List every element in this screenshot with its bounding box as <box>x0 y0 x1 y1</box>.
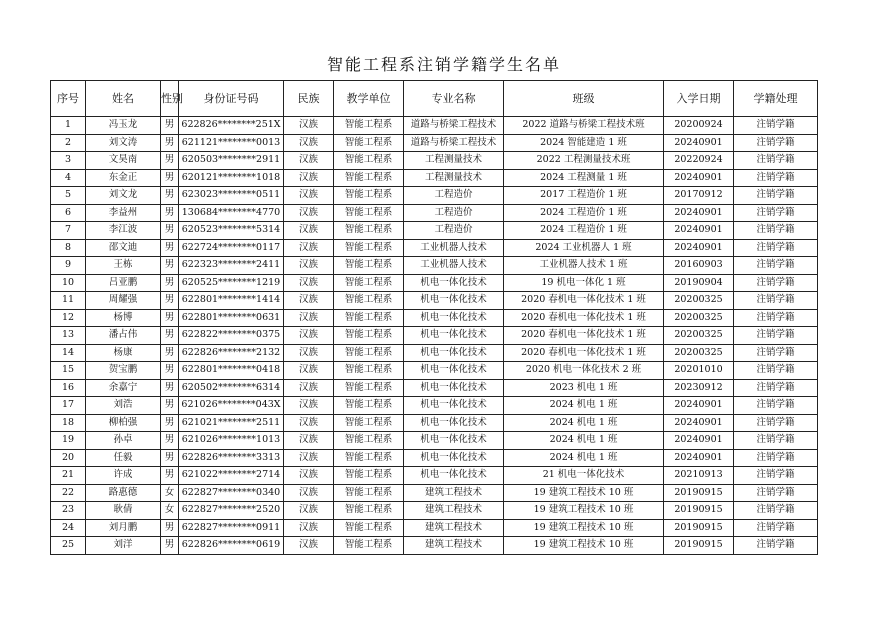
cell-status: 注销学籍 <box>734 397 818 415</box>
cell-gender: 男 <box>161 274 179 292</box>
cell-class: 2020 春机电一体化技术 1 班 <box>504 309 664 327</box>
cell-ethnicity: 汉族 <box>284 344 334 362</box>
cell-gender: 男 <box>161 169 179 187</box>
cell-major: 工业机器人技术 <box>404 239 504 257</box>
cell-gender: 男 <box>161 292 179 310</box>
cell-department: 智能工程系 <box>334 397 404 415</box>
cell-id-number: 622826********251X <box>179 117 284 135</box>
cell-department: 智能工程系 <box>334 327 404 345</box>
cell-ethnicity: 汉族 <box>284 257 334 275</box>
cell-department: 智能工程系 <box>334 152 404 170</box>
cell-class: 2024 智能建造 1 班 <box>504 134 664 152</box>
cell-status: 注销学籍 <box>734 519 818 537</box>
table-row <box>51 169 818 187</box>
cell-enroll-date: 20240901 <box>664 222 734 240</box>
cell-enroll-date: 20190915 <box>664 502 734 520</box>
cell-gender: 男 <box>161 204 179 222</box>
cell-class: 工业机器人技术 1 班 <box>504 257 664 275</box>
cell-ethnicity: 汉族 <box>284 379 334 397</box>
cell-id-number: 622827********0340 <box>179 484 284 502</box>
cell-department: 智能工程系 <box>334 502 404 520</box>
cell-class: 2024 工程测量 1 班 <box>504 169 664 187</box>
header-name: 姓名 <box>86 81 161 117</box>
cell-department: 智能工程系 <box>334 519 404 537</box>
cell-enroll-date: 20240901 <box>664 169 734 187</box>
cell-gender: 男 <box>161 449 179 467</box>
cell-class: 2024 机电 1 班 <box>504 414 664 432</box>
cell-index: 7 <box>51 222 86 240</box>
cell-enroll-date: 20190915 <box>664 537 734 555</box>
cell-name: 耿倩 <box>86 502 161 520</box>
cell-status: 注销学籍 <box>734 344 818 362</box>
cell-status: 注销学籍 <box>734 134 818 152</box>
table-row <box>51 537 818 555</box>
cell-name: 孙卓 <box>86 432 161 450</box>
cell-major: 机电一体化技术 <box>404 327 504 345</box>
table-body <box>51 117 818 555</box>
table-row <box>51 327 818 345</box>
cell-enroll-date: 20200325 <box>664 292 734 310</box>
cell-class: 2022 工程测量技术班 <box>504 152 664 170</box>
table-row <box>51 484 818 502</box>
table-row <box>51 134 818 152</box>
cell-status: 注销学籍 <box>734 362 818 380</box>
cell-major: 工程造价 <box>404 204 504 222</box>
cell-name: 刘洋 <box>86 537 161 555</box>
cell-department: 智能工程系 <box>334 169 404 187</box>
cell-class: 2017 工程造价 1 班 <box>504 187 664 205</box>
cell-major: 工程造价 <box>404 187 504 205</box>
cell-index: 19 <box>51 432 86 450</box>
cell-major: 机电一体化技术 <box>404 292 504 310</box>
cell-ethnicity: 汉族 <box>284 449 334 467</box>
cell-department: 智能工程系 <box>334 239 404 257</box>
cell-status: 注销学籍 <box>734 222 818 240</box>
cell-enroll-date: 20200325 <box>664 327 734 345</box>
cell-index: 24 <box>51 519 86 537</box>
cell-name: 潘占伟 <box>86 327 161 345</box>
cell-status: 注销学籍 <box>734 239 818 257</box>
cell-ethnicity: 汉族 <box>284 117 334 135</box>
cell-ethnicity: 汉族 <box>284 274 334 292</box>
header-index: 序号 <box>51 81 86 117</box>
cell-gender: 男 <box>161 257 179 275</box>
cell-status: 注销学籍 <box>734 204 818 222</box>
student-table <box>50 80 818 555</box>
table-row <box>51 152 818 170</box>
cell-id-number: 620503********2911 <box>179 152 284 170</box>
cell-index: 4 <box>51 169 86 187</box>
cell-ethnicity: 汉族 <box>284 309 334 327</box>
cell-index: 9 <box>51 257 86 275</box>
cell-id-number: 620502********6314 <box>179 379 284 397</box>
cell-class: 19 建筑工程技术 10 班 <box>504 537 664 555</box>
cell-index: 22 <box>51 484 86 502</box>
cell-major: 机电一体化技术 <box>404 449 504 467</box>
cell-major: 机电一体化技术 <box>404 432 504 450</box>
table-row <box>51 222 818 240</box>
cell-id-number: 621026********1013 <box>179 432 284 450</box>
cell-index: 5 <box>51 187 86 205</box>
cell-enroll-date: 20220924 <box>664 152 734 170</box>
cell-ethnicity: 汉族 <box>284 432 334 450</box>
cell-class: 2023 机电 1 班 <box>504 379 664 397</box>
cell-id-number: 622826********2132 <box>179 344 284 362</box>
cell-enroll-date: 20190915 <box>664 519 734 537</box>
cell-class: 2020 春机电一体化技术 1 班 <box>504 344 664 362</box>
cell-department: 智能工程系 <box>334 414 404 432</box>
cell-status: 注销学籍 <box>734 502 818 520</box>
cell-gender: 男 <box>161 239 179 257</box>
cell-status: 注销学籍 <box>734 274 818 292</box>
cell-department: 智能工程系 <box>334 274 404 292</box>
cell-index: 6 <box>51 204 86 222</box>
table-row <box>51 257 818 275</box>
cell-class: 2024 工程造价 1 班 <box>504 222 664 240</box>
cell-department: 智能工程系 <box>334 222 404 240</box>
cell-index: 3 <box>51 152 86 170</box>
cell-name: 刘月鹏 <box>86 519 161 537</box>
cell-status: 注销学籍 <box>734 292 818 310</box>
cell-id-number: 622826********3313 <box>179 449 284 467</box>
cell-status: 注销学籍 <box>734 117 818 135</box>
cell-gender: 女 <box>161 484 179 502</box>
cell-status: 注销学籍 <box>734 257 818 275</box>
table-row <box>51 397 818 415</box>
cell-gender: 男 <box>161 222 179 240</box>
cell-id-number: 620525********1219 <box>179 274 284 292</box>
cell-id-number: 130684********4770 <box>179 204 284 222</box>
table-row <box>51 519 818 537</box>
cell-class: 2024 机电 1 班 <box>504 449 664 467</box>
table-row <box>51 292 818 310</box>
cell-status: 注销学籍 <box>734 449 818 467</box>
cell-department: 智能工程系 <box>334 467 404 485</box>
cell-class: 19 机电一体化 1 班 <box>504 274 664 292</box>
cell-enroll-date: 20201010 <box>664 362 734 380</box>
cell-id-number: 622801********1414 <box>179 292 284 310</box>
cell-enroll-date: 20170912 <box>664 187 734 205</box>
cell-class: 2020 春机电一体化技术 1 班 <box>504 292 664 310</box>
cell-class: 2020 春机电一体化技术 1 班 <box>504 327 664 345</box>
cell-major: 机电一体化技术 <box>404 467 504 485</box>
cell-status: 注销学籍 <box>734 537 818 555</box>
cell-major: 工程造价 <box>404 222 504 240</box>
header-major: 专业名称 <box>404 81 504 117</box>
table-row <box>51 187 818 205</box>
cell-name: 东金正 <box>86 169 161 187</box>
table-row <box>51 274 818 292</box>
cell-gender: 男 <box>161 537 179 555</box>
cell-major: 机电一体化技术 <box>404 414 504 432</box>
cell-class: 2024 工业机器人 1 班 <box>504 239 664 257</box>
cell-department: 智能工程系 <box>334 187 404 205</box>
cell-id-number: 621121********0013 <box>179 134 284 152</box>
cell-enroll-date: 20240901 <box>664 134 734 152</box>
cell-major: 工程测量技术 <box>404 169 504 187</box>
cell-gender: 男 <box>161 187 179 205</box>
cell-status: 注销学籍 <box>734 484 818 502</box>
cell-index: 23 <box>51 502 86 520</box>
cell-class: 2024 工程造价 1 班 <box>504 204 664 222</box>
cell-index: 10 <box>51 274 86 292</box>
cell-gender: 男 <box>161 467 179 485</box>
cell-gender: 男 <box>161 309 179 327</box>
cell-major: 建筑工程技术 <box>404 519 504 537</box>
cell-index: 8 <box>51 239 86 257</box>
cell-enroll-date: 20160903 <box>664 257 734 275</box>
cell-status: 注销学籍 <box>734 309 818 327</box>
cell-gender: 男 <box>161 379 179 397</box>
cell-id-number: 622724********0117 <box>179 239 284 257</box>
cell-gender: 男 <box>161 117 179 135</box>
cell-enroll-date: 20240901 <box>664 414 734 432</box>
cell-ethnicity: 汉族 <box>284 537 334 555</box>
cell-index: 15 <box>51 362 86 380</box>
cell-index: 13 <box>51 327 86 345</box>
cell-enroll-date: 20210913 <box>664 467 734 485</box>
cell-enroll-date: 20240901 <box>664 397 734 415</box>
cell-status: 注销学籍 <box>734 187 818 205</box>
cell-department: 智能工程系 <box>334 362 404 380</box>
cell-gender: 男 <box>161 327 179 345</box>
table-row <box>51 204 818 222</box>
cell-ethnicity: 汉族 <box>284 204 334 222</box>
cell-major: 机电一体化技术 <box>404 274 504 292</box>
cell-id-number: 621026********043X <box>179 397 284 415</box>
cell-major: 建筑工程技术 <box>404 537 504 555</box>
cell-major: 道路与桥梁工程技术 <box>404 134 504 152</box>
cell-ethnicity: 汉族 <box>284 239 334 257</box>
cell-ethnicity: 汉族 <box>284 187 334 205</box>
cell-status: 注销学籍 <box>734 379 818 397</box>
cell-status: 注销学籍 <box>734 414 818 432</box>
cell-gender: 男 <box>161 414 179 432</box>
cell-name: 吕亚鹏 <box>86 274 161 292</box>
cell-ethnicity: 汉族 <box>284 222 334 240</box>
cell-name: 余嘉宁 <box>86 379 161 397</box>
table-row <box>51 362 818 380</box>
table-row <box>51 344 818 362</box>
cell-index: 1 <box>51 117 86 135</box>
cell-department: 智能工程系 <box>334 204 404 222</box>
table-row <box>51 502 818 520</box>
cell-status: 注销学籍 <box>734 169 818 187</box>
table-row <box>51 414 818 432</box>
cell-ethnicity: 汉族 <box>284 502 334 520</box>
document-title: 智能工程系注销学籍学生名单 <box>326 55 561 74</box>
cell-department: 智能工程系 <box>334 449 404 467</box>
cell-ethnicity: 汉族 <box>284 169 334 187</box>
cell-name: 柳柏强 <box>86 414 161 432</box>
cell-class: 2024 机电 1 班 <box>504 432 664 450</box>
cell-enroll-date: 20190904 <box>664 274 734 292</box>
cell-department: 智能工程系 <box>334 309 404 327</box>
cell-name: 邵文迪 <box>86 239 161 257</box>
cell-enroll-date: 20240901 <box>664 449 734 467</box>
cell-major: 机电一体化技术 <box>404 397 504 415</box>
cell-ethnicity: 汉族 <box>284 152 334 170</box>
cell-enroll-date: 20190915 <box>664 484 734 502</box>
cell-department: 智能工程系 <box>334 537 404 555</box>
cell-status: 注销学籍 <box>734 467 818 485</box>
cell-enroll-date: 20240901 <box>664 204 734 222</box>
cell-name: 王栋 <box>86 257 161 275</box>
cell-name: 李江波 <box>86 222 161 240</box>
cell-enroll-date: 20240901 <box>664 239 734 257</box>
cell-enroll-date: 20200325 <box>664 309 734 327</box>
cell-gender: 男 <box>161 134 179 152</box>
cell-name: 许成 <box>86 467 161 485</box>
cell-gender: 女 <box>161 502 179 520</box>
cell-major: 建筑工程技术 <box>404 502 504 520</box>
header-enroll-date: 入学日期 <box>664 81 734 117</box>
table-row <box>51 432 818 450</box>
cell-department: 智能工程系 <box>334 257 404 275</box>
table-row <box>51 239 818 257</box>
cell-index: 18 <box>51 414 86 432</box>
cell-ethnicity: 汉族 <box>284 134 334 152</box>
cell-class: 2024 机电 1 班 <box>504 397 664 415</box>
cell-index: 17 <box>51 397 86 415</box>
cell-department: 智能工程系 <box>334 379 404 397</box>
table-row <box>51 309 818 327</box>
cell-name: 贺宝鹏 <box>86 362 161 380</box>
cell-major: 工程测量技术 <box>404 152 504 170</box>
cell-gender: 男 <box>161 397 179 415</box>
cell-id-number: 620523********5314 <box>179 222 284 240</box>
cell-department: 智能工程系 <box>334 344 404 362</box>
cell-department: 智能工程系 <box>334 484 404 502</box>
cell-enroll-date: 20200924 <box>664 117 734 135</box>
cell-index: 16 <box>51 379 86 397</box>
cell-name: 冯玉龙 <box>86 117 161 135</box>
cell-index: 20 <box>51 449 86 467</box>
cell-id-number: 622827********0911 <box>179 519 284 537</box>
cell-gender: 男 <box>161 344 179 362</box>
cell-name: 杨康 <box>86 344 161 362</box>
table-row <box>51 449 818 467</box>
cell-name: 任毅 <box>86 449 161 467</box>
cell-enroll-date: 20240901 <box>664 432 734 450</box>
cell-name: 李益州 <box>86 204 161 222</box>
header-gender: 性别 <box>161 81 179 117</box>
cell-id-number: 622827********2520 <box>179 502 284 520</box>
cell-class: 19 建筑工程技术 10 班 <box>504 519 664 537</box>
cell-enroll-date: 20200325 <box>664 344 734 362</box>
cell-name: 周耀强 <box>86 292 161 310</box>
cell-name: 文昊南 <box>86 152 161 170</box>
cell-id-number: 621021********2511 <box>179 414 284 432</box>
cell-status: 注销学籍 <box>734 327 818 345</box>
cell-name: 杨博 <box>86 309 161 327</box>
table-row <box>51 379 818 397</box>
cell-ethnicity: 汉族 <box>284 414 334 432</box>
table-header-row <box>51 81 818 117</box>
cell-department: 智能工程系 <box>334 292 404 310</box>
cell-gender: 男 <box>161 519 179 537</box>
cell-status: 注销学籍 <box>734 432 818 450</box>
cell-ethnicity: 汉族 <box>284 292 334 310</box>
cell-name: 路惠德 <box>86 484 161 502</box>
header-ethnicity: 民族 <box>284 81 334 117</box>
cell-major: 机电一体化技术 <box>404 379 504 397</box>
header-class: 班级 <box>504 81 664 117</box>
cell-gender: 男 <box>161 152 179 170</box>
header-status: 学籍处理 <box>734 81 818 117</box>
cell-gender: 男 <box>161 362 179 380</box>
cell-id-number: 623023********0511 <box>179 187 284 205</box>
cell-department: 智能工程系 <box>334 432 404 450</box>
cell-index: 14 <box>51 344 86 362</box>
cell-id-number: 622826********0619 <box>179 537 284 555</box>
header-id-number: 身份证号码 <box>179 81 284 117</box>
cell-index: 25 <box>51 537 86 555</box>
cell-name: 刘文涛 <box>86 134 161 152</box>
cell-index: 21 <box>51 467 86 485</box>
cell-status: 注销学籍 <box>734 152 818 170</box>
cell-name: 刘文龙 <box>86 187 161 205</box>
cell-name: 刘浩 <box>86 397 161 415</box>
cell-class: 19 建筑工程技术 10 班 <box>504 502 664 520</box>
cell-index: 11 <box>51 292 86 310</box>
table-row <box>51 467 818 485</box>
cell-ethnicity: 汉族 <box>284 362 334 380</box>
cell-major: 工业机器人技术 <box>404 257 504 275</box>
cell-major: 机电一体化技术 <box>404 344 504 362</box>
cell-ethnicity: 汉族 <box>284 484 334 502</box>
cell-index: 12 <box>51 309 86 327</box>
cell-id-number: 620121********1018 <box>179 169 284 187</box>
table-row <box>51 117 818 135</box>
cell-ethnicity: 汉族 <box>284 327 334 345</box>
cell-gender: 男 <box>161 432 179 450</box>
cell-ethnicity: 汉族 <box>284 467 334 485</box>
cell-id-number: 622801********0418 <box>179 362 284 380</box>
cell-ethnicity: 汉族 <box>284 397 334 415</box>
cell-id-number: 622323********2411 <box>179 257 284 275</box>
cell-major: 建筑工程技术 <box>404 484 504 502</box>
cell-id-number: 622801********0631 <box>179 309 284 327</box>
cell-major: 机电一体化技术 <box>404 362 504 380</box>
cell-ethnicity: 汉族 <box>284 519 334 537</box>
cell-class: 2020 机电一体化技术 2 班 <box>504 362 664 380</box>
cell-class: 2022 道路与桥梁工程技术班 <box>504 117 664 135</box>
cell-id-number: 621022********2714 <box>179 467 284 485</box>
cell-major: 道路与桥梁工程技术 <box>404 117 504 135</box>
cell-index: 2 <box>51 134 86 152</box>
cell-class: 21 机电一体化技术 <box>504 467 664 485</box>
cell-department: 智能工程系 <box>334 117 404 135</box>
header-department: 教学单位 <box>334 81 404 117</box>
cell-class: 19 建筑工程技术 10 班 <box>504 484 664 502</box>
cell-enroll-date: 20230912 <box>664 379 734 397</box>
cell-major: 机电一体化技术 <box>404 309 504 327</box>
cell-department: 智能工程系 <box>334 134 404 152</box>
cell-id-number: 622822********0375 <box>179 327 284 345</box>
